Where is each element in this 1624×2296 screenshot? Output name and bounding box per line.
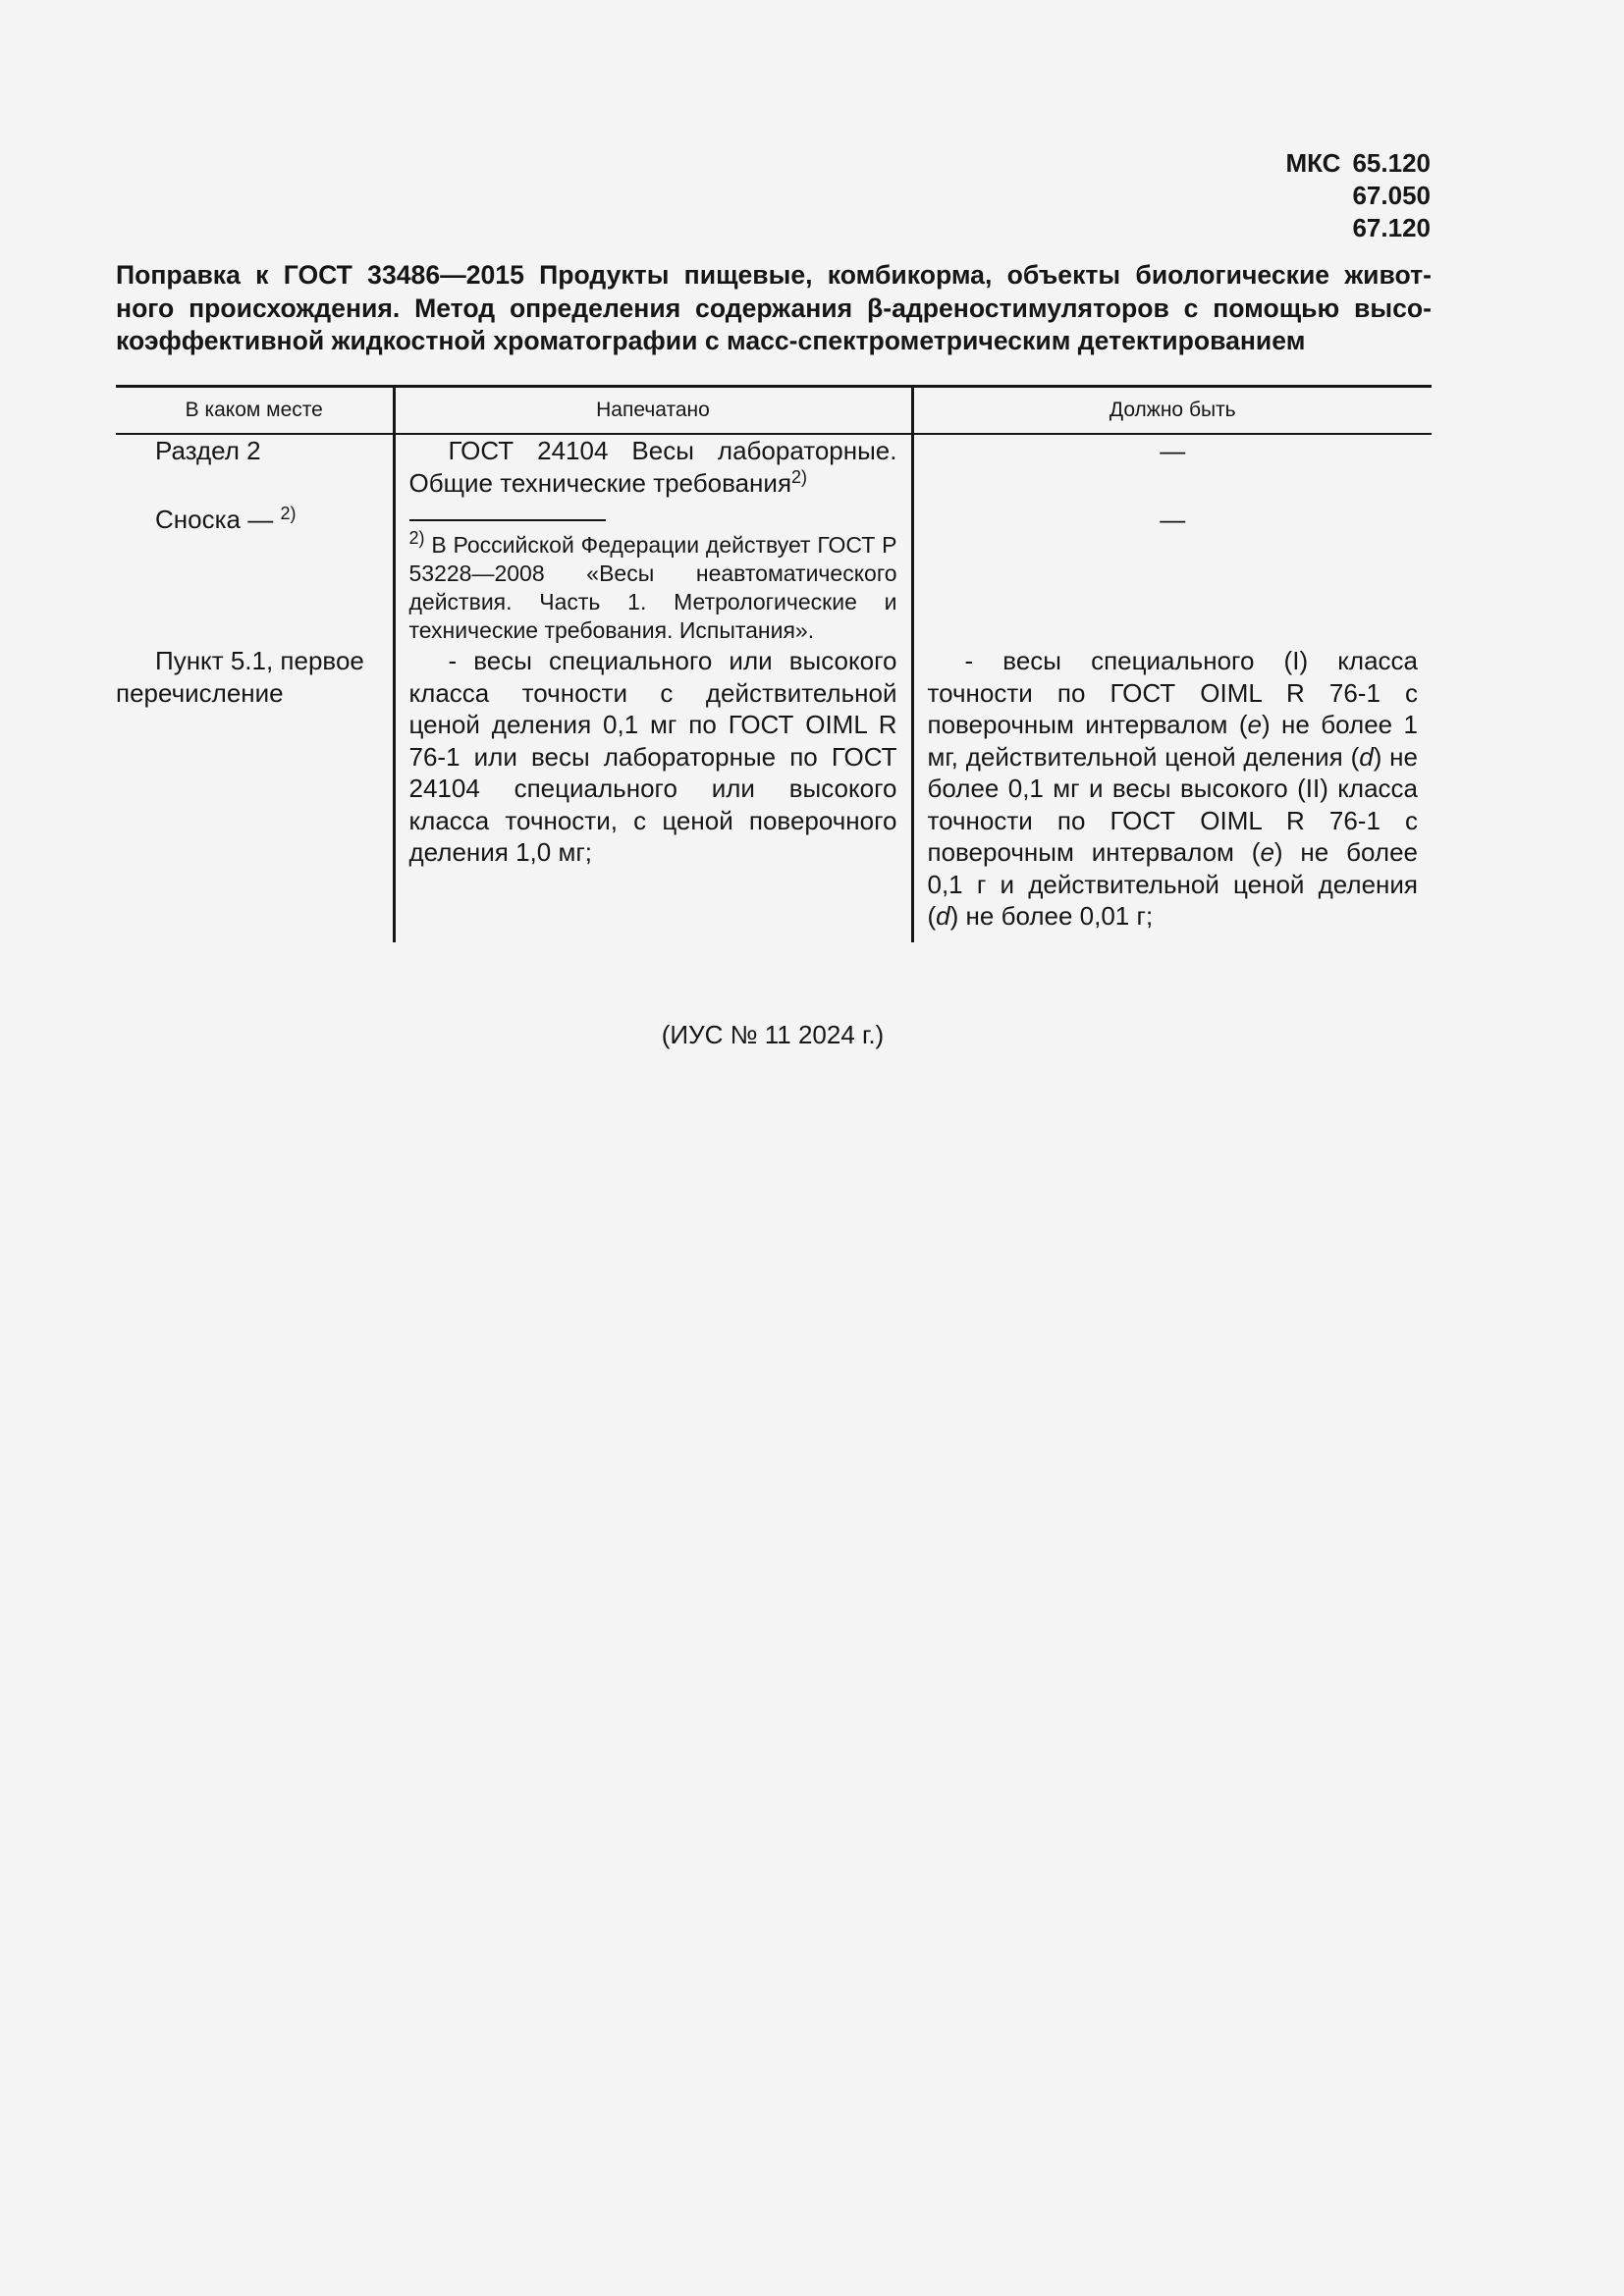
title-line-1: Поправка к ГОСТ 33486—2015 Продукты пищевые, комбикорма, объекты биологические живот-: [116, 260, 1432, 290]
mks-label: МКС: [1285, 148, 1341, 178]
printed-text: [396, 435, 911, 499]
printed-text: - весы специального или высокого класса точности с действительной ценой деления 0,1 мг по ГОСТ OIML R 76-1 или весы лабораторные по ГОСТ 24104 специального или высокого класса точности, с ценой поверочного деления 1,0 мг;: [408, 646, 897, 867]
printed-body: ГОСТ 24104 Весы лабораторные. Общие технические требования: [408, 436, 897, 498]
mks-codes-block: [1234, 147, 1431, 244]
title-line-3: коэффективной жидкостной хроматографии с масс-спектрометрическим детектированием: [116, 326, 1306, 355]
should-part: ) не более 0,01 г;: [949, 901, 1154, 931]
footnote-text: [408, 528, 897, 645]
printed-cell: [394, 645, 912, 933]
table-bottom-spacer: [116, 933, 1432, 942]
should-text: —: [1160, 436, 1186, 465]
table-row: [116, 434, 1432, 504]
should-cell: [912, 504, 1432, 645]
footnote-marker: 2): [408, 528, 425, 548]
should-part: ) не более 0,1 г и действительной ценой деления (: [927, 837, 1418, 931]
column-header-should-be: Должно быть: [912, 387, 1432, 435]
should-part: - весы специального (I) класса точности по ГОСТ OIML R 76-1 с поверочным интервалом (: [927, 646, 1418, 739]
footnote-marker: 2): [791, 466, 808, 487]
where-cell: [116, 504, 394, 645]
table-row: [116, 645, 1432, 933]
table-row: [116, 504, 1432, 645]
printed-footnote-block: [396, 519, 911, 645]
symbol-d: d: [1359, 741, 1374, 772]
footnote-rule: [409, 519, 606, 521]
printed-cell: [394, 434, 912, 504]
should-part: ) не более 0,1 мг и весы высокого (II) класса точности по ГОСТ OIML R 76-1 с поверочным интервалом (: [927, 741, 1418, 867]
footnote-marker: 2): [280, 504, 297, 523]
should-cell: [912, 645, 1432, 933]
symbol-d: d: [936, 901, 950, 931]
title-line-2: ного происхождения. Метод определения содержания β-адреностимуляторов с помощью высо-: [116, 293, 1432, 323]
mks-code-line-3: 67.120: [1352, 213, 1431, 242]
corrections-table: [116, 385, 1432, 942]
footnote-body: В Российской Федерации действует ГОСТ Р 53228—2008 «Весы неавтоматического действия. Часть 1. Метрологические и технические требования. Испытания».: [408, 532, 897, 643]
where-text: Раздел 2: [155, 436, 261, 465]
document-title: [116, 259, 1432, 358]
symbol-e: e: [1247, 710, 1262, 739]
where-text: Пункт 5.1, первое перечисление: [116, 646, 364, 708]
where-cell: [116, 645, 394, 933]
column-header-where: В каком месте: [116, 387, 394, 435]
should-cell: [912, 434, 1432, 504]
where-cell: [116, 434, 394, 504]
mks-code-line-2: 67.050: [1352, 181, 1431, 210]
should-part: ) не более 1 мг, действительной ценой деления (: [927, 710, 1418, 772]
should-text: [914, 645, 1433, 933]
mks-code-line-1: [1234, 147, 1431, 180]
symbol-e: e: [1260, 837, 1274, 867]
where-body: Сноска —: [155, 505, 274, 534]
table-header-row: [116, 387, 1432, 435]
where-text: [116, 504, 393, 536]
should-text: —: [1160, 505, 1186, 534]
column-header-printed: Напечатано: [394, 387, 912, 435]
mks-code: 65.120: [1352, 148, 1431, 178]
source-reference: (ИУС № 11 2024 г.): [661, 1020, 885, 1049]
printed-cell: [394, 504, 912, 645]
